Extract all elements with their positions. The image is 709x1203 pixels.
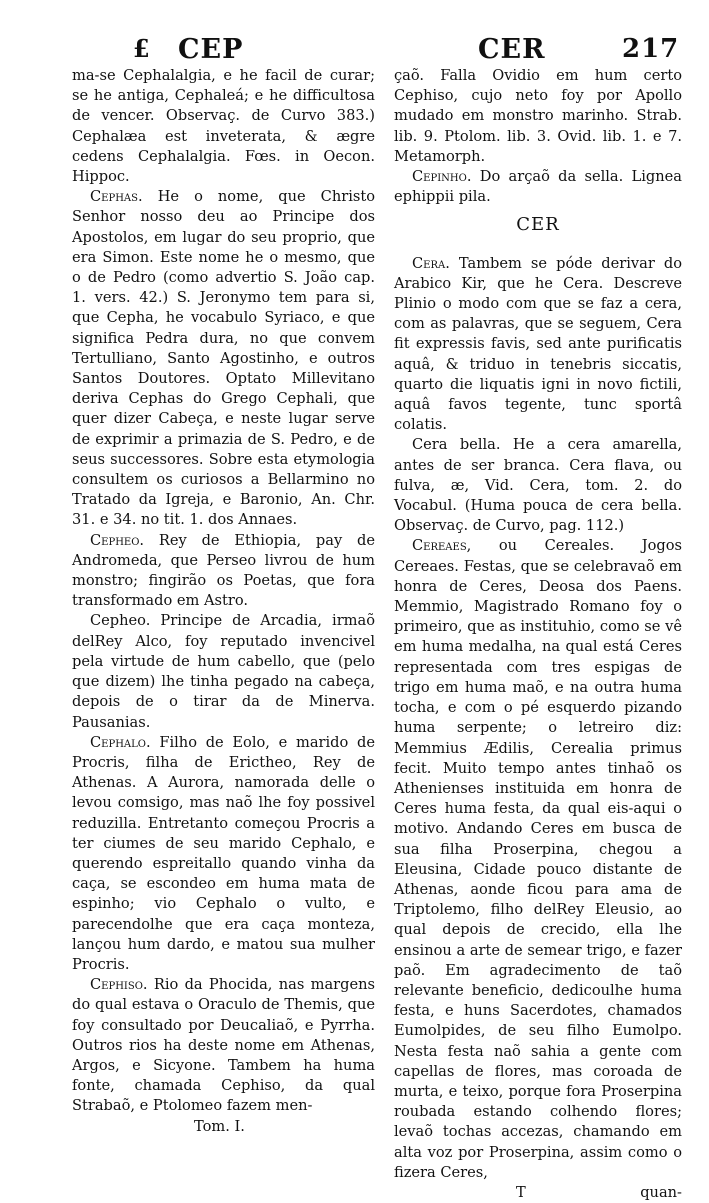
entry-text: Rio da Phocida, nas margens do qual estava o Oraculo de Themis, que foy consultado por Deucaliaõ, e Pyrrha. Outros rios ha deste nome em Athenas, Argos, e Sicyone. Tambem ha huma fonte, chamada Cephiso, da qual Strabaõ, e Ptolomeo fazem men- [72,976,375,1115]
left-column [72,66,375,1137]
catchword: quan- [640,1183,682,1201]
signature-mark: T [516,1183,526,1201]
entry-head: Cereaes, [412,537,472,555]
entry-cera [394,254,682,436]
right-column [394,66,682,1203]
entry-cephalo [72,733,375,975]
header-mark: £ [133,34,151,63]
entry-head: Cephiso. [90,976,148,994]
entry-text: Cera bella. He a cera amarella, antes de ser branca. Cera flava, ou fulva, æ, Vid. Cera, tom. 2. do Vocabul. (Huma pouca de cera bella. Observaç. de Curvo, pag. 112.) [394,436,682,535]
volume-signature: Tom. I. [194,1117,245,1135]
entry-text: çaõ. Falla Ovidio em hum certo Cephiso, cujo neto foy por Apollo mudado em monstro marinho. Strab. lib. 9. Ptolom. lib. 3. Ovid. lib. 1. e 7. Metamorph. [394,67,682,165]
footer-row [394,1183,682,1203]
running-head-left: CEP [178,34,244,65]
entry-text: He o nome, que Christo Senhor nosso deu ao Principe dos Apostolos, em lugar do seu proprio, que era Simon. Este nome he o mesmo, que o de Pedro (como advertio S. João cap. 1. vers. 42.) S. Jeronymo tem para si, que Cepha, he vocabulo Syriaco, e que significa Pedra dura, no que convem Tertulliano, Santo Agostinho, e outros Santos Doutores. Optato Millevitano deriva Cephas do Grego Cephali, que quer dizer Cabeça, e neste lugar serve de exprimir a primazia de S. Pedro, e de seus successores. Sobre esta etymologia consultem os curiosos a Bellarmino no Tratado da Igreja, e Baronio, An. Chr. 31. e 34. no tit. 1. dos Annaes. [72,188,376,529]
entry-cepheo-prince [72,611,375,732]
page-number: 217 [622,34,680,64]
entry-text: Cepheo. Principe de Arcadia, irmaõ delRey Alco, foy reputado invencivel pela virtude de hum cabello, que (pelo que dizem) lhe tinha pegado na cabeça, depois de o tirar da de Minerva. Pausanias. [72,612,375,731]
entry-text: Rey de Ethiopia, pay de Andromeda, que Perseo livrou de hum monstro; fingirão os Poetas, que fora transformado em Astro. [72,531,376,610]
entry-cephas [72,187,375,530]
entry-cereaes [394,536,682,1183]
entry-text: ou Cereales. Jogos Cereaes. Festas, que se celebravaõ em honra de Ceres, Deosa dos Paens. Memmio, Magistrado Romano foy o primeiro, que as instituhio, como se vê em huma medalha, na qual está Ceres representada com tres espigas de trigo em huma maõ, e na outra huma tocha, e com o pé esquerdo pizando huma serpente; o letreiro diz: Memmius Ædilis, Cerealia primus fecit. Muito tempo antes tinhaõ os Athenienses instituida em honra de Ceres huma festa, da qual eis-aqui o motivo. Andando Ceres em busca de sua filha Proserpina, chegou a Eleusina, Cidade pouco distante de Athenas, aonde ficou para ama de Triptolemo, filho delRey Eleusio, ao qual depois de crecido, ella lhe ensinou a arte de semear trigo, e fazer paõ. Em agradecimento de taõ relevante beneficio, dedicoulhe huma festa, e huns Sacerdotes, chamados Eumolpides, de seu filho Eumolpo. Nesta festa naõ sahia a gente com capellas de flores, mas coroada de murta, e teixo, porque fora Proserpina roubada estando colhendo flores; levaõ tochas accezas, chamando em alta voz por Proserpina, assim como o fizera Ceres, [394,537,683,1181]
entry-cera-bella [394,435,682,536]
entry-cephiso [72,975,375,1116]
entry-cepinho [394,167,682,207]
running-head-right: CER [478,34,546,65]
entry-head: Cepinho. [412,168,472,186]
section-heading-cer: CER [516,214,560,236]
entry-cepheo-king [72,531,375,612]
entry-head: Cephalo. [90,733,151,751]
entry-head: Cephas. [90,188,143,206]
entry-cephalalgia-continued [72,66,375,187]
entry-text: Do arçaõ da sella. Lignea ephippii pila. [394,168,682,206]
entry-head: Cepheo. [90,531,145,549]
entry-cephiso-continued [394,66,682,167]
entry-head: Cera. [412,254,450,272]
entry-text: Tambem se póde derivar do Arabico Kir, que he Cera. Descreve Plinio o modo com que se faz a cera, com as palavras, que se seguem, Cera fit expressis favis, sed ante purificatis aquâ, & triduo in tenebris siccatis, quarto die liquatis igni in novo fictili, aquâ favos tegente, tunc sportâ colatis. [394,254,683,434]
entry-text: Filho de Eolo, e marido de Procris, filha de Erictheo, Rey de Athenas. A Aurora, namorada delle o levou comsigo, mas naõ lhe foy possivel reduzilla. Entretanto começou Procris a ter ciumes de seu marido Cephalo, e querendo espreitallo quando vinha da caça, se escondeo em huma mata de espinho; vio Cephalo o vulto, e parecendolhe que era caça monteza, lançou hum dardo, e matou sua mulher Procris. [72,733,375,973]
entry-text: ma-se Cephalalgia, e he facil de curar; se he antiga, Cephaleá; e he difficultosa de vencer. Observaç. de Curvo 383.) Cephalæa est inveterata, & ægre cedens Cephalalgia. Fœs. in Oecon. Hippoc. [72,67,375,186]
signature-row [72,1117,375,1137]
